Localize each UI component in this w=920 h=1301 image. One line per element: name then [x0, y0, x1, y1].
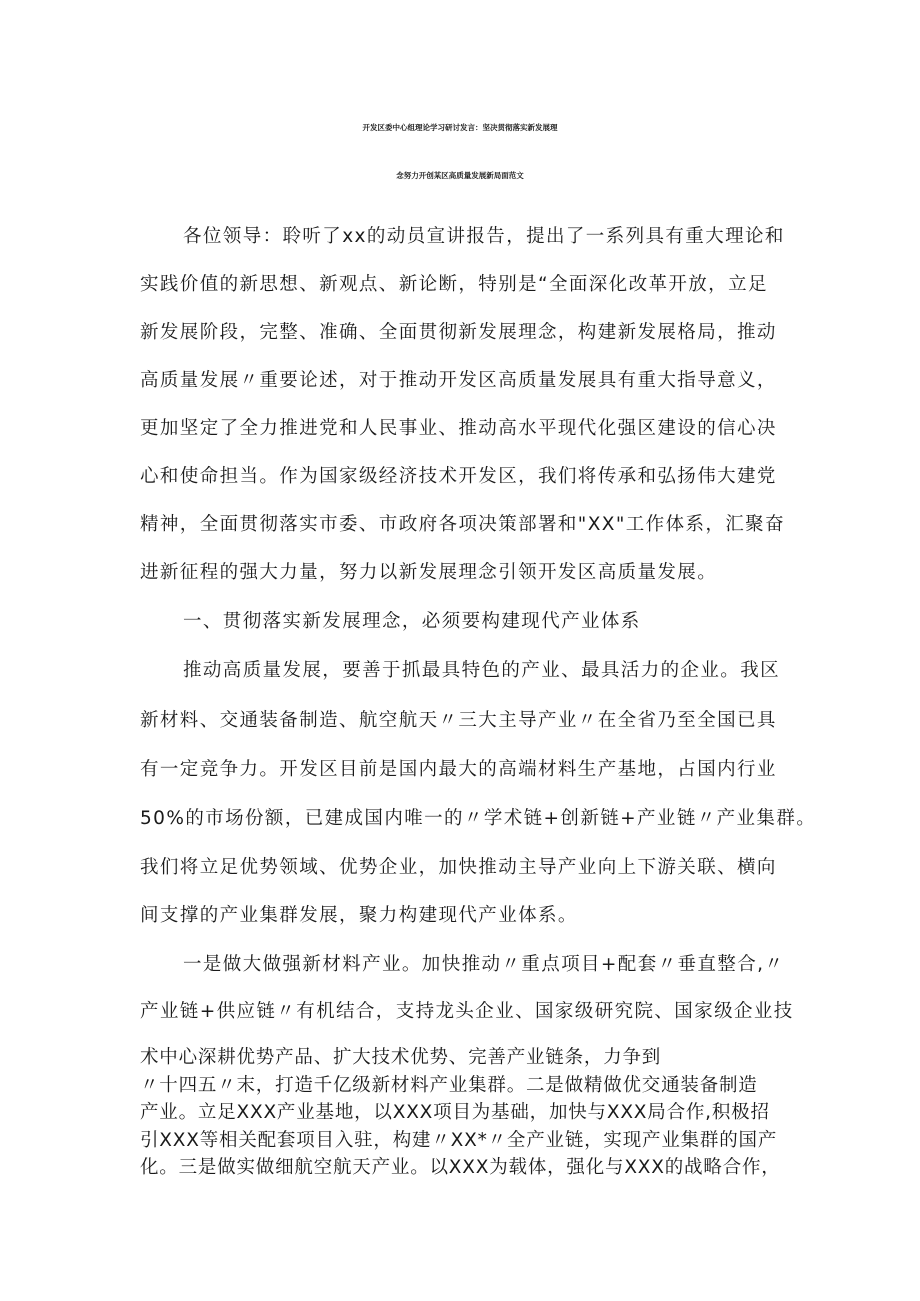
section-1-heading: 一、贯彻落实新发展理念，必须要构建现代产业体系 [183, 611, 641, 632]
paragraph-1-line: 更加坚定了全力推进党和人民事业、推动高水平现代化强区建设的信心决 [140, 418, 777, 439]
paragraph-2-line: 我们将立足优势领域、优势企业，加快推动主导产业向上下游关联、横向 [140, 857, 777, 878]
document-title-line-1: 开发区委中心组理论学习研讨发言：坚决贯彻落实新发展理 [362, 123, 558, 132]
paragraph-1-line: 高质量发展〃重要论述，对于推动开发区高质量发展具有重大指导意义， [140, 370, 777, 391]
paragraph-3-line: 〃十四五〃末，打造千亿级新材料产业集群。二是做精做优交通装备制造 [140, 1075, 758, 1096]
paragraph-1-line: 各位领导：聆听了xx的动员宣讲报告，提出了一系列具有重大理论和 [183, 226, 785, 247]
paragraph-3-line: 术中心深耕优势产品、扩大技术优势、完善产业链条，力争到 [140, 1047, 662, 1068]
paragraph-3-line: 产业。立足XXX产业基地，以XXX项目为基础，加快与XXX局合作,积极招 [140, 1102, 770, 1123]
paragraph-3-line: 一是做大做强新材料产业。加快推动〃重点项目+配套〃垂直整合,〃 [183, 954, 785, 975]
paragraph-2-line: 50%的市场份额，已建成国内唯一的〃学术链+创新链+产业链〃产业集群。 [140, 808, 817, 829]
paragraph-3-line: 产业链+供应链〃有机结合，支持龙头企业、国家级研究院、国家级企业技 [140, 1001, 794, 1022]
paragraph-1-line: 进新征程的强大力量，努力以新发展理念引领开发区高质量发展。 [140, 562, 718, 583]
paragraph-2-line: 新材料、交通装备制造、航空航天〃三大主导产业〃在全省乃至全国已具 [140, 710, 777, 731]
paragraph-1-line: 实践价值的新思想、新观点、新论断，特别是“全面深化改革开放，立足 [140, 274, 768, 295]
document-title-line-2: 念努力开创某区高质量发展新局面范文 [396, 171, 524, 180]
paragraph-1-line: 精神，全面贯彻落实市委、市政府各项决策部署和"XX"工作体系，汇聚奋 [140, 514, 785, 535]
paragraph-1-line: 新发展阶段，完整、准确、全面贯彻新发展理念，构建新发展格局，推动 [140, 322, 777, 343]
paragraph-2-line: 推动高质量发展，要善于抓最具特色的产业、最具活力的企业。我区 [183, 660, 781, 681]
paragraph-3-line: 引XXX等相关配套项目入驻，构建〃XX*〃全产业链，实现产业集群的国产 [140, 1130, 778, 1151]
paragraph-3-line: 化。三是做实做细航空航天产业。以XXX为载体，强化与XXX的战略合作， [140, 1157, 781, 1178]
paragraph-2-line: 间支撑的产业集群发展，聚力构建现代产业体系。 [140, 905, 578, 926]
paragraph-1-line: 心和使命担当。作为国家级经济技术开发区，我们将传承和弘扬伟大建党 [140, 466, 777, 487]
paragraph-2-line: 有一定竞争力。开发区目前是国内最大的高端材料生产基地，占国内行业 [140, 759, 777, 780]
